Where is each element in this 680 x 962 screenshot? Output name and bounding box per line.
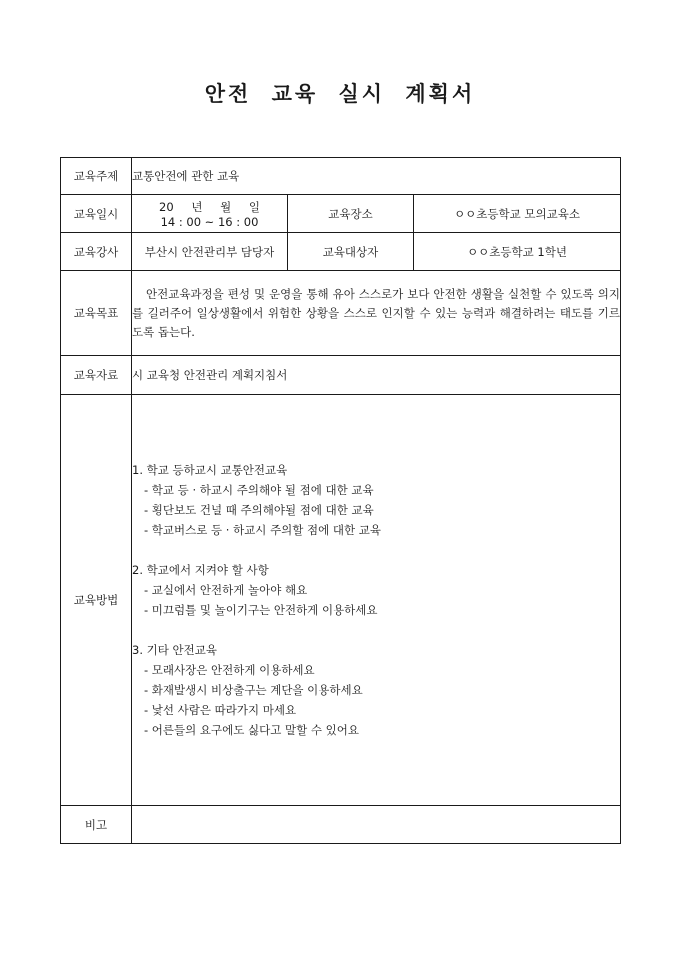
section-heading: 2. 학교에서 지켜야 할 사항: [132, 563, 269, 577]
method-label: 교육방법: [61, 395, 132, 806]
goal-text: 안전교육과정을 편성 및 운영을 통해 유아 스스로가 보다 안전한 생활을 실천할 수 있도록 의지를 길러주어 일상생활에서 위험한 상황을 스스로 인지할 수 있는 능력과 해결하려는 태도를 기르도록 돕는다.: [132, 286, 621, 339]
row-goal: [61, 271, 621, 356]
instructor-label: 교육강사: [61, 233, 132, 271]
section-item: - 화재발생시 비상출구는 계단을 이용하세요: [144, 683, 363, 697]
goal-label: 교육목표: [61, 271, 132, 356]
place-value: ㅇㅇ초등학교 모의교육소: [414, 195, 621, 233]
row-datetime: [61, 195, 621, 233]
section-item: - 낯선 사람은 따라가지 마세요: [144, 703, 297, 717]
section-heading: 3. 기타 안전교육: [132, 643, 217, 657]
document-title: 안전 교육 실시 계획서: [204, 81, 476, 106]
row-remarks: [61, 806, 621, 844]
row-subject: [61, 158, 621, 195]
instructor-value: 부산시 안전관리부 담당자: [132, 233, 288, 271]
method-section: [132, 640, 620, 740]
place-label: 교육장소: [288, 195, 414, 233]
section-item: - 교실에서 안전하게 놀아야 해요: [144, 583, 308, 597]
datetime-label: 교육일시: [61, 195, 132, 233]
subject-value: 교통안전에 관한 교육: [132, 158, 621, 195]
section-item: - 어른들의 요구에도 싫다고 말할 수 있어요: [144, 723, 359, 737]
datetime-value: [132, 195, 288, 233]
material-value: 시 교육청 안전관리 계획지침서: [132, 356, 621, 395]
goal-value: [132, 271, 621, 356]
section-heading: 1. 학교 등하교시 교통안전교육: [132, 463, 288, 477]
section-item: - 학교 등 · 하교시 주의해야 될 점에 대한 교육: [144, 483, 374, 497]
target-value: ㅇㅇ초등학교 1학년: [414, 233, 621, 271]
row-material: [61, 356, 621, 395]
method-section: [132, 460, 620, 540]
time-line: 14 : 00 ~ 16 : 00: [160, 214, 259, 229]
method-value: [132, 395, 621, 806]
target-label: 교육대상자: [288, 233, 414, 271]
section-item: - 횡단보도 건널 때 주의해야될 점에 대한 교육: [144, 503, 374, 517]
section-item: - 모래사장은 안전하게 이용하세요: [144, 663, 315, 677]
section-item: - 미끄럼틀 및 놀이기구는 안전하게 이용하세요: [144, 603, 378, 617]
date-line: 20 년 월 일: [159, 199, 260, 214]
remarks-label: 비고: [61, 806, 132, 844]
method-section: [132, 560, 620, 620]
material-label: 교육자료: [61, 356, 132, 395]
row-method: [61, 395, 621, 806]
row-instructor: [61, 233, 621, 271]
subject-label: 교육주제: [61, 158, 132, 195]
plan-table: [60, 157, 621, 844]
remarks-value: [132, 806, 621, 844]
section-item: - 학교버스로 등 · 하교시 주의할 점에 대한 교육: [144, 523, 382, 537]
